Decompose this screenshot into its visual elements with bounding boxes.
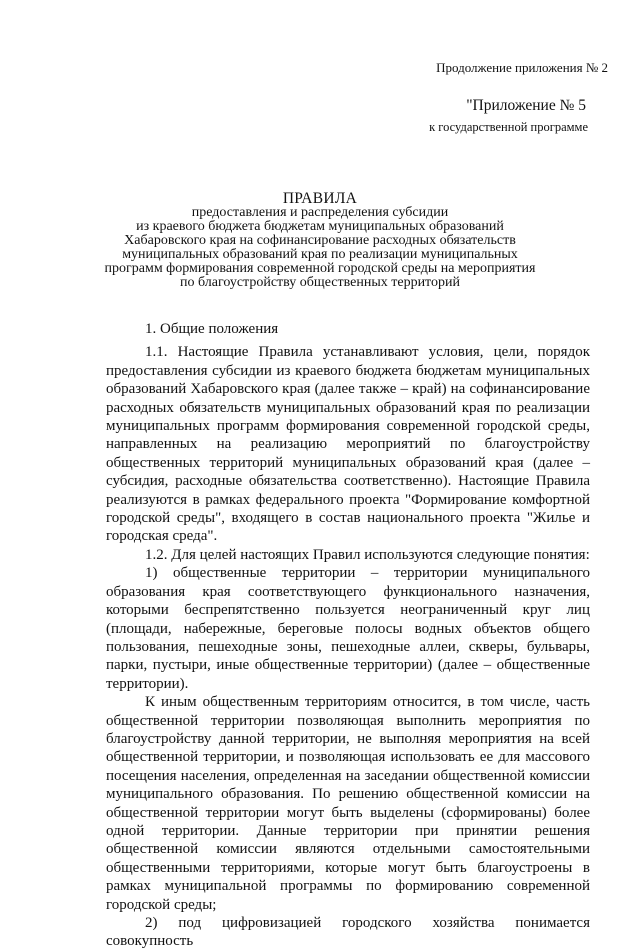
subtitle-line: программ формирования современной городской среды на мероприятия (104, 261, 536, 276)
document-body (106, 320, 590, 951)
paragraph-definition-2: 2) под цифровизацией городского хозяйства понимается совокупность (106, 915, 590, 950)
continuation-note: Продолжение приложения № 2 (436, 60, 608, 75)
subtitle-line: по благоустройству общественных территорий (180, 275, 460, 290)
paragraph-1-1: 1.1. Настоящие Правила устанавливают условия, цели, порядок предоставления субсидии из краевого бюджета бюджетам муниципальных образований Хабаровского края (далее также – край) на софинансирование расходных обязательств муниципальных образований края по реализации муниципальных программ формирования современной городской среды, направленных на реализацию мероприятий по благоустройству общественных территорий муниципальных образований края (далее – субсидия, расходные обязательства соответственно). Настоящие Правила реализуются в рамках федерального проекта "Формирование комфортной городской среды", входящего в состав национального проекта "Жилье и городская среда". (106, 344, 590, 545)
paragraph-other-territories: К иным общественным территориям относится, в том числе, часть общественной территории позволяющая выполнить мероприятия по благоустройству данной территории, не выполняя мероприятия на всей общественной территории, и позволяющая использовать ее для массового посещения населения, определенная на заседании общественной комиссии муниципального образования. По решению общественной комиссии на общественной территории могут быть выделены (сформированы) более одной территории. Данные территории при принятии решения общественной комиссии являются отдельными самостоятельными общественными территориями, которые могут быть благоустроены в рамках муниципальной программы по формированию современной городской среды; (106, 694, 590, 913)
paragraph-definition-1: 1) общественные территории – территории муниципального образования края соответствующего функционального назначения, которыми беспрепятственно пользуется неограниченный круг лиц (площади, набережные, береговые полосы водных объектов общего пользования, пешеходные зоны, пешеходные аллеи, скверы, бульвары, парки, пустыри, иные общественные территории) (далее – общественные территории). (106, 565, 590, 692)
subtitle-line: предоставления и распределения субсидии (191, 205, 449, 220)
document-subtitle (100, 206, 540, 290)
appendix-reference: к государственной программе (429, 120, 588, 134)
subtitle-line: муниципальных образований края по реализации муниципальных (122, 247, 518, 262)
document-title: ПРАВИЛА (282, 190, 358, 207)
paragraph-1-2: 1.2. Для целей настоящих Правил используются следующие понятия: (145, 546, 590, 563)
section-heading: 1. Общие положения (145, 321, 279, 337)
appendix-number: "Приложение № 5 (466, 97, 586, 114)
subtitle-line: Хабаровского края на софинансирование расходных обязательств (124, 233, 516, 248)
subtitle-line: из краевого бюджета бюджетам муниципальных образований (136, 219, 504, 234)
